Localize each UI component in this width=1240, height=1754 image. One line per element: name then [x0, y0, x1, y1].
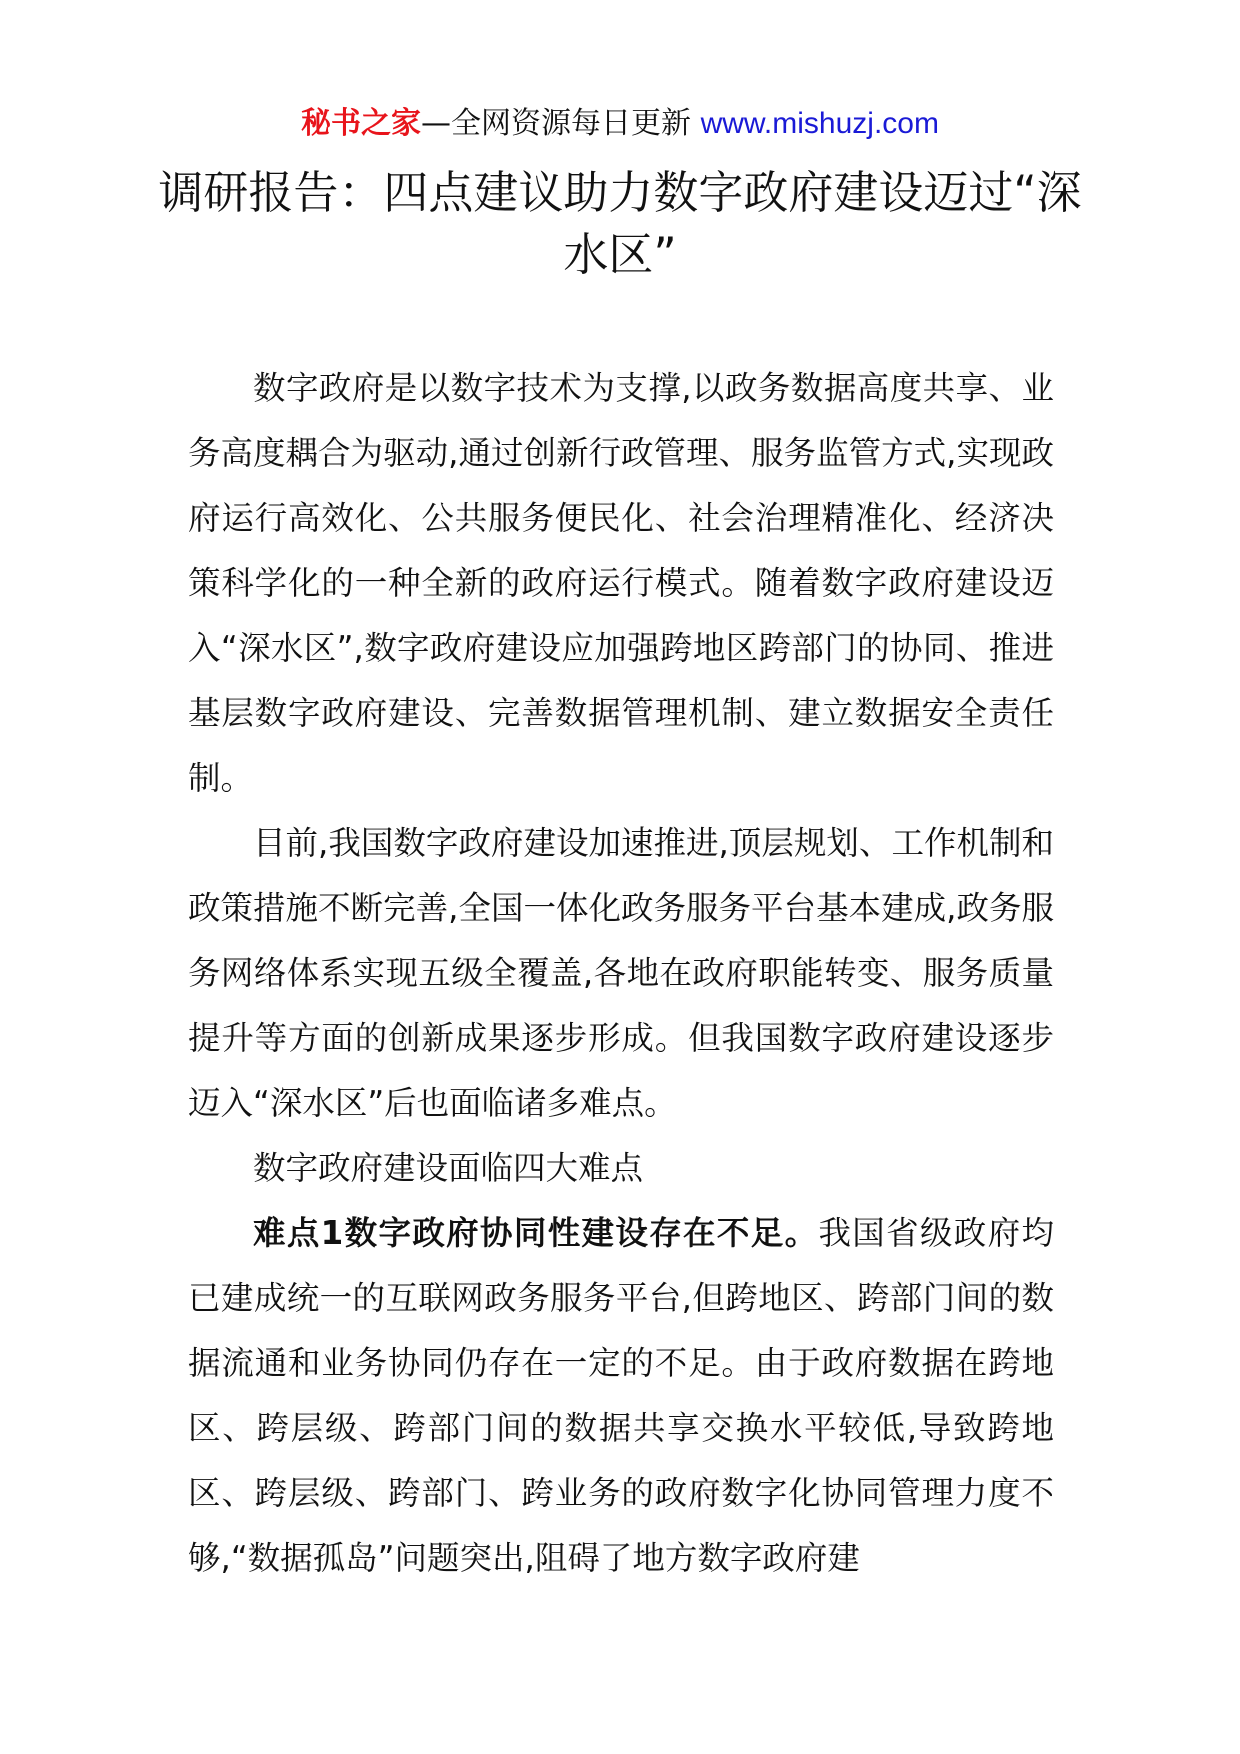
site-header	[0, 104, 1240, 144]
site-name: 秘书之家	[301, 106, 422, 141]
header-tagline: —全网资源每日更新	[421, 106, 701, 141]
paragraph-intro: 数字政府是以数字技术为支撑,以政务数据高度共享、业务高度耦合为驱动,通过创新行政管理、服务监管方式,实现政府运行高效化、公共服务便民化、社会治理精准化、经济决策科学化的一种全新的政府运行模式。随着数字政府建设迈入“深水区”,数字政府建设应加强跨地区跨部门的协同、推进基层数字政府建设、完善数据管理机制、建立数据安全责任制。	[188, 369, 1054, 797]
section-subheading: 数字政府建设面临四大难点	[253, 1149, 644, 1187]
document-title: 调研报告：四点建议助力数字政府建设迈过“深水区”	[158, 166, 1082, 281]
paragraph-current-status: 目前,我国数字政府建设加速推进,顶层规划、工作机制和政策措施不断完善,全国一体化政务服务平台基本建成,政务服务网络体系实现五级全覆盖,各地在政府职能转变、服务质量提升等方面的创新成果逐步形成。但我国数字政府建设逐步迈入“深水区”后也面临诸多难点。	[188, 824, 1054, 1122]
difficulty-1-text: 我国省级政府均已建成统一的互联网政务服务平台,但跨地区、跨部门间的数据流通和业务协同仍存在一定的不足。由于政府数据在跨地区、跨层级、跨部门间的数据共享交换水平较低,导致跨地区、跨层级、跨部门、跨业务的政府数字化协同管理力度不够,“数据孤岛”问题突出,阻碍了地方数字政府建	[188, 1214, 1054, 1577]
paragraph-difficulty-1	[188, 1201, 1054, 1591]
difficulty-1-lead: 难点1数字政府协同性建设存在不足。	[253, 1214, 819, 1252]
document-body	[188, 356, 1054, 1591]
site-url-link[interactable]: www.mishuzj.com	[700, 107, 939, 140]
